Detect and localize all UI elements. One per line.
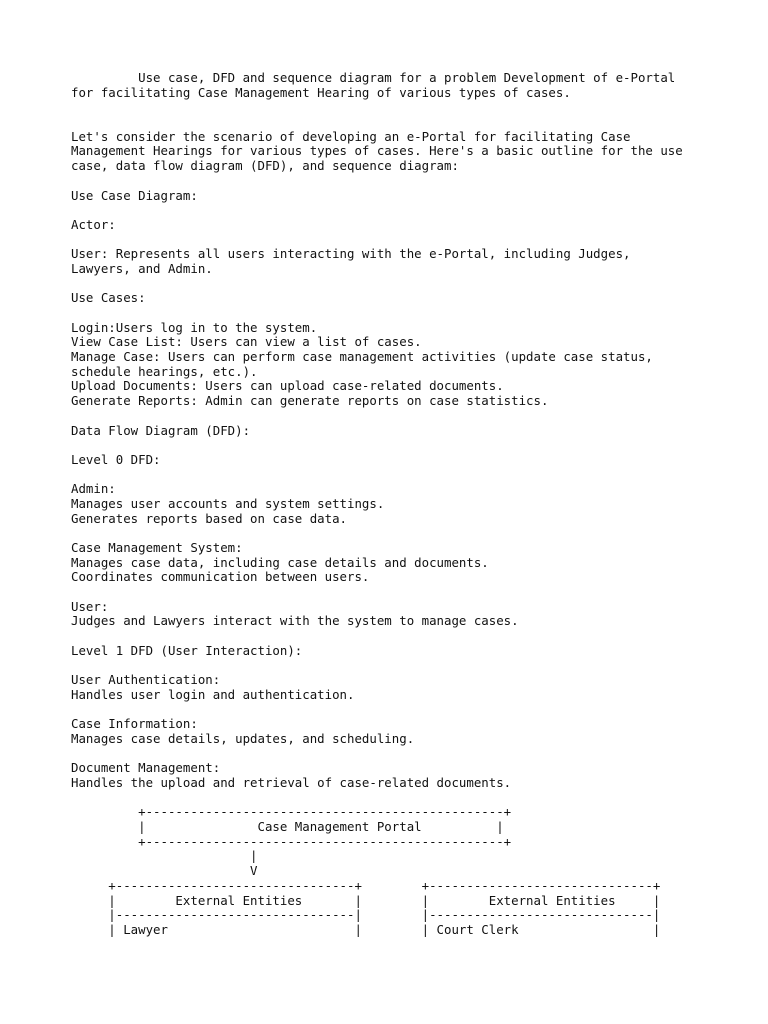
blank-line <box>71 277 751 292</box>
blank-line <box>71 409 751 424</box>
use-case-item: schedule hearings, etc.). <box>71 363 258 379</box>
blank-line <box>71 115 751 130</box>
intro-paragraph-line: Let's consider the scenario of developing an e-Portal for facilitating Case <box>71 128 631 144</box>
blank-line <box>71 174 751 189</box>
subheading-use-cases: Use Cases: <box>71 290 146 306</box>
blank-line <box>71 468 751 483</box>
dfd-entity-description: Judges and Lawyers interact with the system to manage cases. <box>71 613 519 629</box>
blank-line <box>71 306 751 321</box>
doc-title-line-1: Use case, DFD and sequence diagram for a problem Development of e-Portal <box>71 70 676 85</box>
blank-line <box>71 703 751 718</box>
intro-paragraph-line: case, data flow diagram (DFD), and sequence diagram: <box>71 158 459 174</box>
doc-title-line-2: for facilitating Case Management Hearing of various types of cases. <box>71 84 571 100</box>
actor-description-line: Lawyers, and Admin. <box>71 260 213 276</box>
blank-line <box>71 791 751 806</box>
blank-line <box>71 438 751 453</box>
blank-line <box>71 747 751 762</box>
dfd-entity-description: Manages case data, including case details and documents. <box>71 554 489 570</box>
dfd-entity-description: Generates reports based on case data. <box>71 510 348 526</box>
actor-description-line: User: Represents all users interacting with the e-Portal, including Judges, <box>71 246 631 262</box>
ascii-diagram-line: | External Entities | | External Entities | <box>71 892 661 908</box>
dfd-process-heading: Case Information: <box>71 716 198 732</box>
dfd-entity-description: Manages user accounts and system settings. <box>71 495 385 511</box>
blank-line <box>71 203 751 218</box>
subheading-actor: Actor: <box>71 216 116 232</box>
dfd-process-heading: User Authentication: <box>71 672 221 688</box>
subheading-level-0: Level 0 DFD: <box>71 451 161 467</box>
use-case-item: Generate Reports: Admin can generate reports on case statistics. <box>71 393 549 409</box>
section-heading-dfd: Data Flow Diagram (DFD): <box>71 422 251 438</box>
blank-line <box>71 100 751 115</box>
ascii-diagram-line: | <box>71 848 258 864</box>
ascii-diagram-line: +------------------------------------------------+ <box>71 833 512 849</box>
dfd-process-heading: Document Management: <box>71 760 221 776</box>
ascii-diagram-line: | Lawyer | | Court Clerk | <box>71 921 661 937</box>
use-case-item: Manage Case: Users can perform case management activities (update case status, <box>71 349 653 365</box>
blank-line <box>71 659 751 674</box>
ascii-diagram-line: +------------------------------------------------+ <box>71 804 512 820</box>
section-heading-use-case: Use Case Diagram: <box>71 187 198 203</box>
document-page <box>71 71 751 938</box>
dfd-entity-heading: User: <box>71 598 109 614</box>
dfd-entity-description: Coordinates communication between users. <box>71 569 370 585</box>
dfd-process-description: Handles user login and authentication. <box>71 686 355 702</box>
ascii-diagram-line: +--------------------------------+ +------------------------------+ <box>71 877 661 893</box>
subheading-level-1: Level 1 DFD (User Interaction): <box>71 642 303 658</box>
ascii-diagram-line: | Case Management Portal | <box>71 819 504 835</box>
ascii-diagram-line: V <box>71 863 258 879</box>
dfd-entity-heading: Case Management System: <box>71 540 243 555</box>
blank-line <box>71 585 751 600</box>
dfd-entity-heading: Admin: <box>71 481 116 497</box>
blank-line <box>71 233 751 248</box>
blank-line <box>71 629 751 644</box>
blank-line <box>71 526 751 541</box>
intro-paragraph-line: Management Hearings for various types of cases. Here's a basic outline for the use <box>71 143 683 159</box>
use-case-item: Login:Users log in to the system. <box>71 319 318 335</box>
use-case-item: Upload Documents: Users can upload case-related documents. <box>71 378 504 394</box>
use-case-item: View Case List: Users can view a list of cases. <box>71 334 422 350</box>
dfd-process-description: Manages case details, updates, and scheduling. <box>71 730 415 746</box>
ascii-diagram-line: |--------------------------------| |------------------------------| <box>71 907 661 923</box>
dfd-process-description: Handles the upload and retrieval of case-related documents. <box>71 775 512 790</box>
